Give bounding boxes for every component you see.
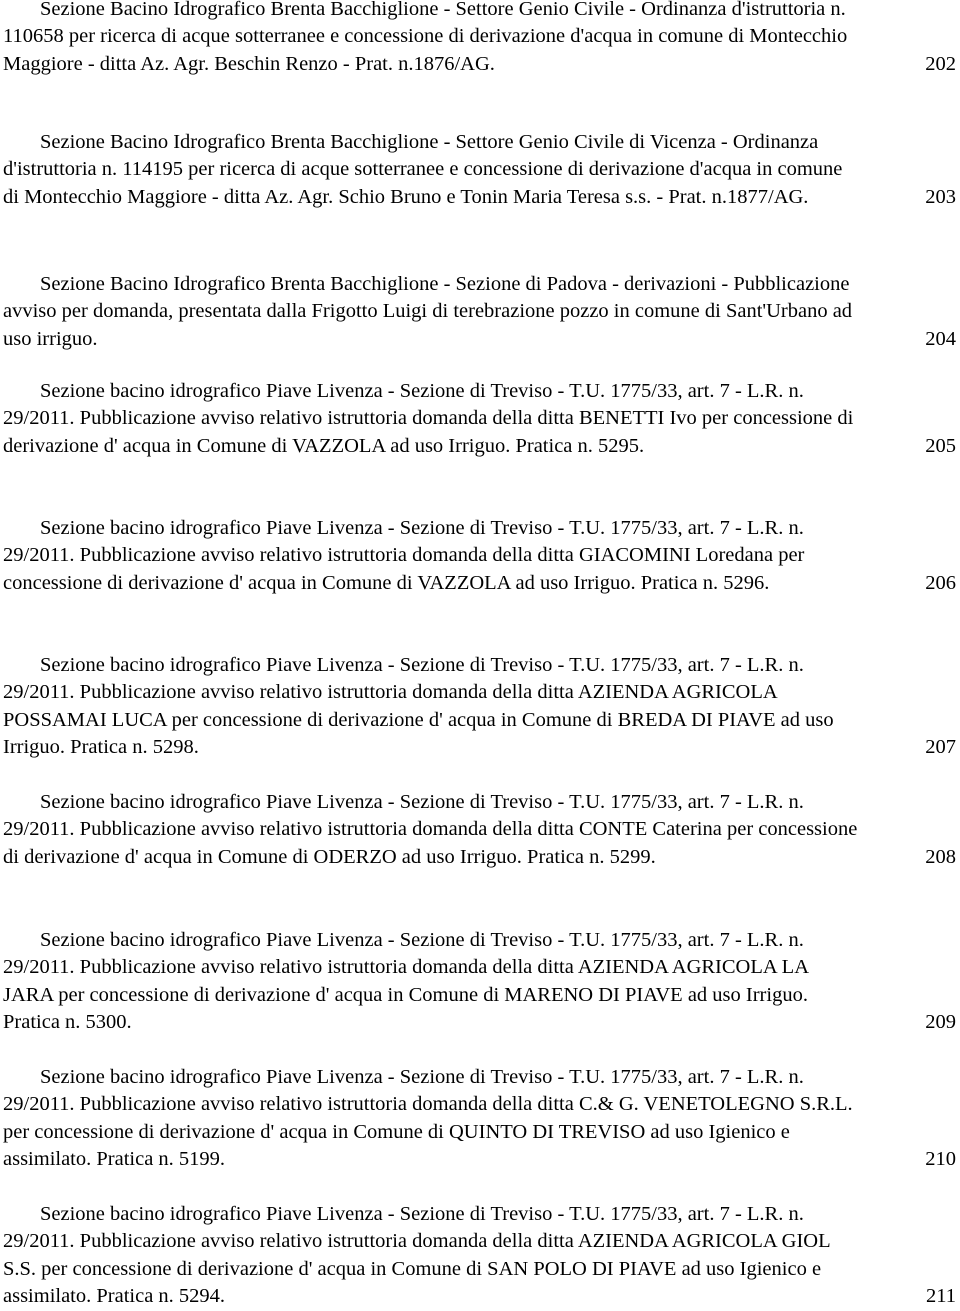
toc-entry-title: Sezione bacino idrografico Piave Livenza - Sezione di Treviso - T.U. 1775/33, art. 7 - L.R. n. 29/2011. Pubblicazione avviso relativo istruttoria domanda della ditta AZIENDA AGRICOLA LA JARA per concessione di derivazione d' acqua in Comune di MARENO DI PIAVE ad uso Irriguo. Pratica n. 5300. xyxy=(3,929,808,1034)
toc-entry[interactable] xyxy=(3,1064,958,1174)
toc-entry-page-number: 206 xyxy=(925,571,956,594)
toc-entry[interactable] xyxy=(3,515,958,597)
toc-entry[interactable] xyxy=(3,1201,958,1311)
toc-entry-page-number: 202 xyxy=(925,52,956,75)
toc-entry-title: Sezione bacino idrografico Piave Livenza - Sezione di Treviso - T.U. 1775/33, art. 7 - L.R. n. 29/2011. Pubblicazione avviso relativo istruttoria domanda della ditta AZIENDA AGRICOLA GIOL S.S. per concessione di derivazione d' acqua in Comune di SAN POLO DI PIAVE ad uso Igienico e assimilato. Pratica n. 5294. xyxy=(3,1203,830,1308)
toc-entry[interactable] xyxy=(3,927,958,1037)
toc-entry[interactable] xyxy=(3,789,958,871)
toc-entry[interactable] xyxy=(3,129,958,211)
toc-entry[interactable] xyxy=(3,271,958,353)
toc-entry-title: Sezione Bacino Idrografico Brenta Bacchiglione - Settore Genio Civile di Vicenza - Ordinanza d'istruttoria n. 114195 per ricerca di acque sotterranee e concessione di derivazione d'acqua in comune di Montecchio Maggiore - ditta Az. Agr. Schio Bruno e Tonin Maria Teresa s.s. - Prat. n.1877/AG. xyxy=(3,131,843,208)
toc-entry-page-number: 207 xyxy=(925,736,956,759)
toc-entry-title: Sezione bacino idrografico Piave Livenza - Sezione di Treviso - T.U. 1775/33, art. 7 - L.R. n. 29/2011. Pubblicazione avviso relativo istruttoria domanda della ditta C.& G. VENETOLEGNO S.R.L. per concessione di derivazione d' acqua in Comune di QUINTO DI TREVISO ad uso Igienico e assimilato. Pratica n. 5199. xyxy=(3,1066,853,1171)
toc-entry-title: Sezione Bacino Idrografico Brenta Bacchiglione - Sezione di Padova - derivazioni - Pubblicazione avviso per domanda, presentata dalla Frigotto Luigi di terebrazione pozzo in comune di Sant'Urbano ad uso irriguo. xyxy=(3,273,853,350)
toc-entry-page-number: 204 xyxy=(925,327,956,350)
toc-entry-page-number: 203 xyxy=(925,185,956,208)
toc-entry-page-number: 208 xyxy=(925,845,956,868)
toc-entry-title: Sezione bacino idrografico Piave Livenza - Sezione di Treviso - T.U. 1775/33, art. 7 - L.R. n. 29/2011. Pubblicazione avviso relativo istruttoria domanda della ditta BENETTI Ivo per concessione di derivazione d' acqua in Comune di VAZZOLA ad uso Irriguo. Pratica n. 5295. xyxy=(3,380,854,457)
toc-entry-page-number: 209 xyxy=(925,1011,956,1034)
toc-entry[interactable] xyxy=(3,378,958,460)
toc-entry-title: Sezione bacino idrografico Piave Livenza - Sezione di Treviso - T.U. 1775/33, art. 7 - L.R. n. 29/2011. Pubblicazione avviso relativo istruttoria domanda della ditta CONTE Caterina per concessione di derivazione d' acqua in Comune di ODERZO ad uso Irriguo. Pratica n. 5299. xyxy=(3,791,858,868)
toc-entry-page-number: 210 xyxy=(925,1148,956,1171)
toc-entry-page-number: 205 xyxy=(925,434,956,457)
toc-entry-title: Sezione bacino idrografico Piave Livenza - Sezione di Treviso - T.U. 1775/33, art. 7 - L.R. n. 29/2011. Pubblicazione avviso relativo istruttoria domanda della ditta AZIENDA AGRICOLA POSSAMAI LUCA per concessione di derivazione d' acqua in Comune di BREDA DI PIAVE ad uso Irriguo. Pratica n. 5298. xyxy=(3,654,834,759)
toc-entry-page-number: 211 xyxy=(926,1285,956,1308)
toc-entry[interactable] xyxy=(3,652,958,762)
toc-entry-title: Sezione Bacino Idrografico Brenta Bacchiglione - Settore Genio Civile - Ordinanza d'istruttoria n. 110658 per ricerca di acque sotterranee e concessione di derivazione d'acqua in comune di Montecchio Maggiore - ditta Az. Agr. Beschin Renzo - Prat. n.1876/AG. xyxy=(3,0,848,75)
toc-entry-title: Sezione bacino idrografico Piave Livenza - Sezione di Treviso - T.U. 1775/33, art. 7 - L.R. n. 29/2011. Pubblicazione avviso relativo istruttoria domanda della ditta GIACOMINI Loredana per concessione di derivazione d' acqua in Comune di VAZZOLA ad uso Irriguo. Pratica n. 5296. xyxy=(3,517,805,594)
toc-entry[interactable] xyxy=(3,0,958,78)
